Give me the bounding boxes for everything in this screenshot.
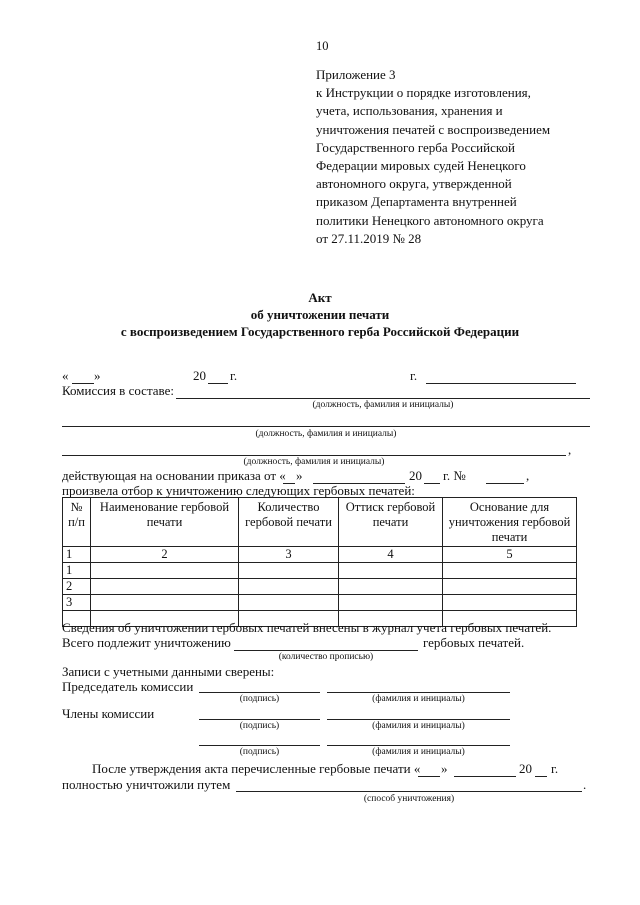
destruction-method-caption: (способ уничтожения)	[363, 794, 455, 804]
after-approval-year-prefix: 20	[519, 761, 532, 776]
table-cell[interactable]	[339, 579, 443, 595]
appendix-line: автономного округа, утвержденной	[316, 176, 512, 192]
member2-name-caption: (фамилия и инициалы)	[372, 747, 465, 757]
commission-caption-3: (должность, фамилия и инициалы)	[243, 457, 385, 467]
table-cell[interactable]	[443, 563, 577, 579]
act-subtitle-2: с воспроизведением Государственного герба Российской Федерации	[120, 324, 520, 339]
table-row	[63, 579, 577, 595]
table-header-cell: Оттиск гербовой печати	[339, 498, 443, 547]
total-quantity-field[interactable]	[234, 650, 418, 651]
appendix-line: от 27.11.2019 № 28	[316, 230, 422, 246]
member1-signature-field[interactable]	[199, 719, 320, 720]
table-cell[interactable]	[239, 563, 339, 579]
table-cell[interactable]	[91, 563, 239, 579]
basis-text: действующая на основании приказа от «	[62, 468, 286, 483]
date-year-field[interactable]	[208, 383, 228, 384]
basis-year-prefix: 20	[409, 468, 422, 483]
appendix-block	[316, 66, 550, 248]
destruction-method-label: полностью уничтожили путем	[62, 777, 231, 792]
reconciled-text: Записи с учетными данными сверены:	[62, 664, 275, 679]
member2-signature-caption: (подпись)	[239, 747, 280, 757]
table-header-cell: Наименование гербовой печати	[91, 498, 239, 547]
chairman-signature-field[interactable]	[199, 692, 320, 693]
appendix-line: к Инструкции о порядке изготовления,	[316, 85, 531, 101]
appendix-line: Приложение 3	[316, 67, 396, 82]
basis-quote-close: »	[296, 468, 303, 483]
after-approval-quote-close: »	[441, 761, 448, 776]
commission-caption-2: (должность, фамилия и инициалы)	[255, 429, 397, 439]
act-title: Акт	[308, 290, 332, 305]
basis-year-suffix: г. №	[443, 468, 466, 483]
commission-member-field-3[interactable]	[62, 455, 566, 456]
member2-signature-field[interactable]	[199, 745, 320, 746]
after-approval-month-field[interactable]	[454, 776, 516, 777]
basis-comma: ,	[526, 468, 530, 483]
after-approval-year-field[interactable]	[535, 776, 547, 777]
table-cell-number: 3	[63, 595, 91, 611]
seals-table	[62, 497, 577, 627]
commission-comma: ,	[568, 442, 572, 457]
journal-text: Сведения об уничтожении гербовых печатей внесены в журнал учета гербовых печатей.	[62, 620, 552, 635]
appendix-line: учета, использования, хранения и	[316, 103, 503, 119]
table-row	[63, 563, 577, 579]
table-header-cell: Количество гербовой печати	[239, 498, 339, 547]
commission-caption-1: (должность, фамилия и инициалы)	[312, 400, 454, 410]
total-suffix: гербовых печатей.	[423, 635, 525, 650]
chairman-label: Председатель комиссии	[62, 679, 194, 694]
total-caption: (количество прописью)	[278, 652, 374, 662]
table-cell[interactable]	[443, 595, 577, 611]
member1-name-caption: (фамилия и инициалы)	[372, 721, 465, 731]
date-quote-close: »	[94, 368, 101, 383]
appendix-line: приказом Департамента внутренней	[316, 194, 517, 210]
chairman-signature-caption: (подпись)	[239, 694, 280, 704]
table-cell[interactable]	[239, 595, 339, 611]
table-cell-number: 2	[63, 579, 91, 595]
city-prefix: г.	[410, 368, 418, 383]
table-cell[interactable]	[339, 563, 443, 579]
chairman-name-field[interactable]	[327, 692, 510, 693]
page-number: 10	[316, 39, 329, 53]
table-cell[interactable]	[443, 579, 577, 595]
after-approval-text: После утверждения акта перечисленные гербовые печати «	[92, 761, 421, 776]
table-header-cell: № п/п	[63, 498, 91, 547]
table-cell[interactable]	[91, 579, 239, 595]
after-approval-day-field[interactable]	[418, 776, 440, 777]
table-index-cell: 2	[91, 547, 239, 563]
basis-year-field[interactable]	[424, 483, 440, 484]
members-label: Члены комиссии	[62, 706, 155, 721]
selection-text: произвела отбор к уничтожению следующих гербовых печатей:	[62, 483, 415, 498]
member2-name-field[interactable]	[327, 745, 510, 746]
table-cell[interactable]	[239, 579, 339, 595]
table-index-row	[63, 547, 577, 563]
table-row	[63, 595, 577, 611]
appendix-line: политики Ненецкого автономного округа	[316, 212, 544, 228]
destruction-method-period: .	[583, 777, 587, 792]
table-header-cell: Основание для уничтожения гербовой печати	[443, 498, 577, 547]
date-year-suffix: г.	[230, 368, 238, 383]
basis-order-number-field[interactable]	[486, 483, 524, 484]
chairman-name-caption: (фамилия и инициалы)	[372, 694, 465, 704]
destruction-method-field[interactable]	[236, 791, 582, 792]
city-field[interactable]	[426, 383, 576, 384]
table-index-cell: 3	[239, 547, 339, 563]
date-quote-open: «	[62, 368, 69, 383]
table-header-row	[63, 498, 577, 547]
table-cell[interactable]	[339, 595, 443, 611]
appendix-line: уничтожения печатей с воспроизведением	[316, 121, 551, 137]
table-index-cell: 5	[443, 547, 577, 563]
member1-signature-caption: (подпись)	[239, 721, 280, 731]
commission-member-field-2[interactable]	[62, 426, 590, 427]
table-cell[interactable]	[91, 595, 239, 611]
appendix-line: Федерации мировых судей Ненецкого	[316, 158, 526, 174]
total-prefix: Всего подлежит уничтожению	[62, 635, 231, 650]
after-approval-year-suffix: г.	[551, 761, 559, 776]
table-cell-number: 1	[63, 563, 91, 579]
appendix-line: Государственного герба Российской	[316, 139, 515, 155]
commission-label: Комиссия в составе:	[62, 383, 174, 398]
act-subtitle: об уничтожении печати	[250, 307, 390, 322]
member1-name-field[interactable]	[327, 719, 510, 720]
table-index-cell: 1	[63, 547, 91, 563]
commission-member-field-1[interactable]	[176, 398, 590, 399]
date-year-prefix: 20	[193, 368, 206, 383]
table-index-cell: 4	[339, 547, 443, 563]
